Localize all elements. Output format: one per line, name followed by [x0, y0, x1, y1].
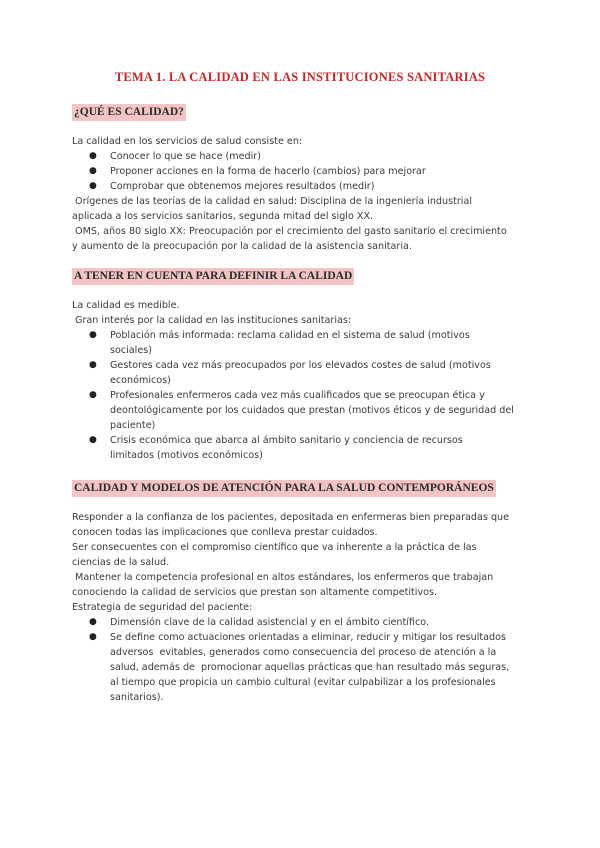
bullet-icon: ● [89, 330, 97, 340]
paragraph: ciencias de la salud. [72, 557, 170, 568]
bullet-list [72, 615, 532, 705]
bullet-icon: ● [89, 632, 97, 642]
paragraph: y aumento de la preocupación por la calidad de la asistencia sanitaria. [72, 241, 412, 252]
paragraph: OMS, años 80 siglo XX: Preocupación por el crecimiento del gasto sanitario el crecimiento [72, 226, 507, 237]
section-heading-calidad-y-modelos: CALIDAD Y MODELOS DE ATENCIÓN PARA LA SALUD CONTEMPORÁNEOS [72, 480, 496, 497]
paragraph: aplicada a los servicios sanitarios, segunda mitad del siglo XX. [72, 211, 374, 222]
bullet-list [72, 328, 532, 463]
list-item: ● Gestores cada vez más preocupados por los elevados costes de salud (motivos económicos) [89, 360, 491, 386]
section-heading-que-es-calidad: ¿QUÉ ES CALIDAD? [72, 104, 186, 121]
paragraph: Gran interés por la calidad en las instituciones sanitarias: [72, 315, 352, 326]
paragraph: Orígenes de las teorías de la calidad en salud: Disciplina de la ingeniería industrial [72, 196, 473, 207]
bullet-icon: ● [89, 181, 97, 191]
section3-body [72, 510, 532, 705]
paragraph: Responder a la confianza de los pacientes, depositada en enfermeras bien preparadas que [72, 512, 510, 523]
paragraph: conocen todas las implicaciones que conlleva prestar cuidados. [72, 527, 378, 538]
section2-body [72, 298, 532, 463]
paragraph: Mantener la competencia profesional en altos estándares, los enfermeros que trabajan [72, 572, 494, 583]
list-item: ● Crisis económica que abarca al ámbito sanitario y conciencia de recursos limitados (motivos económicos) [89, 435, 463, 461]
paragraph: La calidad en los servicios de salud consiste en: [72, 136, 303, 147]
bullet-icon: ● [89, 151, 97, 161]
list-item: ● Se define como actuaciones orientadas a eliminar, reducir y mitigar los resultados adversos evitables, generados como consecuencia del proceso de atención a la salud, además de promocionar aquellas prácticas que han resultado más seguras, al tiempo que propicia un cambio cultural (evitar culpabilizar a los profesionales sanitarios). [89, 632, 510, 703]
paragraph: Estrategia de seguridad del paciente: [72, 602, 253, 613]
list-item: ● Comprobar que obtenemos mejores resultados (medir) [89, 181, 375, 192]
section1-body [72, 134, 532, 254]
list-item: ● Proponer acciones en la forma de hacerlo (cambios) para mejorar [89, 166, 426, 177]
paragraph: Ser consecuentes con el compromiso científico que va inherente a la práctica de las [72, 542, 477, 553]
list-item: ● Población más informada: reclama calidad en el sistema de salud (motivos sociales) [89, 330, 470, 356]
bullet-list [72, 149, 532, 194]
bullet-icon: ● [89, 617, 97, 627]
bullet-icon: ● [89, 360, 97, 370]
bullet-icon: ● [89, 390, 97, 400]
list-item: ● Conocer lo que se hace (medir) [89, 151, 261, 162]
section-heading-a-tener-en-cuenta: A TENER EN CUENTA PARA DEFINIR LA CALIDAD [72, 268, 354, 285]
list-item: ● Dimensión clave de la calidad asistencial y en el ámbito científico. [89, 617, 429, 628]
document-title: TEMA 1. LA CALIDAD EN LAS INSTITUCIONES SANITARIAS [114, 70, 486, 84]
bullet-icon: ● [89, 166, 97, 176]
list-item: ● Profesionales enfermeros cada vez más cualificados que se preocupan ética y deontológicamente por los cuidados que prestan (motivos éticos y de seguridad del paciente) [89, 390, 514, 431]
paragraph: conociendo la calidad de servicios que prestan son altamente competitivos. [72, 587, 438, 598]
bullet-icon: ● [89, 435, 97, 445]
paragraph: La calidad es medible. [72, 300, 180, 311]
